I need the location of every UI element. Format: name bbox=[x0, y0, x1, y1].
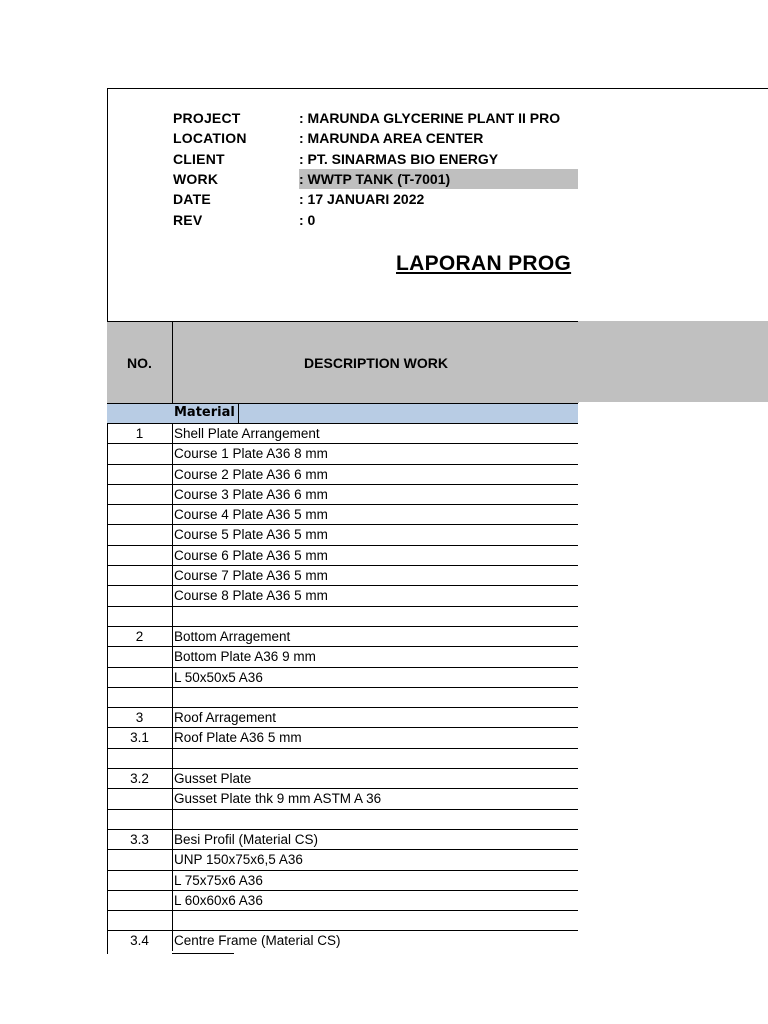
row-number-cell[interactable] bbox=[107, 607, 172, 626]
table-row[interactable] bbox=[107, 768, 578, 788]
row-number-cell[interactable] bbox=[107, 444, 172, 463]
row-number-cell[interactable]: 1 bbox=[135, 426, 144, 441]
table-row[interactable] bbox=[107, 870, 578, 890]
row-number-cell[interactable] bbox=[107, 525, 172, 544]
row-number-cell[interactable]: 2 bbox=[135, 628, 144, 644]
row-description-cell[interactable]: L 60x60x6 A36 bbox=[172, 891, 578, 910]
row-description-cell[interactable] bbox=[172, 810, 578, 829]
date-value: : 17 JANUARI 2022 bbox=[299, 191, 425, 207]
row-number-cell[interactable] bbox=[107, 850, 172, 869]
row-description-cell[interactable]: Course 2 Plate A36 6 mm bbox=[172, 465, 578, 484]
row-number-cell[interactable] bbox=[107, 891, 172, 910]
row-number-cell[interactable]: 3.2 bbox=[130, 771, 149, 787]
table-row[interactable] bbox=[107, 809, 578, 829]
row-number-cell[interactable]: 3.1 bbox=[130, 730, 149, 746]
row-number-cell[interactable] bbox=[107, 465, 172, 484]
row-number-cell[interactable] bbox=[107, 586, 172, 605]
row-number-cell[interactable] bbox=[107, 505, 172, 524]
row-description-cell[interactable]: Bottom Plate A36 9 mm bbox=[172, 647, 578, 666]
date-label: DATE bbox=[173, 191, 211, 207]
table-row[interactable] bbox=[107, 829, 578, 849]
table-row[interactable] bbox=[107, 890, 578, 910]
table-body bbox=[107, 423, 578, 951]
table-row[interactable] bbox=[107, 423, 578, 443]
row-description-cell[interactable]: L 50x50x5 A36 bbox=[172, 668, 578, 687]
table-row[interactable] bbox=[107, 504, 578, 524]
column-header-no-label: NO. bbox=[127, 354, 152, 371]
frame-top-border bbox=[107, 88, 768, 89]
work-label: WORK bbox=[173, 171, 219, 187]
row-description-cell[interactable]: Roof Arragement bbox=[172, 708, 578, 727]
row-number-cell[interactable] bbox=[107, 789, 172, 808]
table-row[interactable] bbox=[107, 748, 578, 768]
row-description-cell[interactable]: Course 5 Plate A36 5 mm bbox=[172, 525, 578, 544]
table-row[interactable] bbox=[107, 667, 578, 687]
table-row[interactable] bbox=[107, 545, 578, 565]
row-description-cell[interactable]: UNP 150x75x6,5 A36 bbox=[172, 850, 578, 869]
row-number-cell[interactable] bbox=[107, 668, 172, 687]
column-header-description bbox=[172, 321, 579, 403]
row-description-cell[interactable]: Gusset Plate thk 9 mm ASTM A 36 bbox=[172, 789, 578, 808]
row-description-cell[interactable]: L 75x75x6 A36 bbox=[172, 871, 578, 890]
row-description-cell[interactable]: Bottom Arragement bbox=[172, 627, 578, 646]
row-description-cell[interactable]: Gusset Plate bbox=[172, 769, 578, 788]
column-header-extension bbox=[578, 321, 768, 402]
table-row[interactable] bbox=[107, 788, 578, 808]
row-description-cell[interactable]: Roof Plate A36 5 mm bbox=[172, 728, 578, 747]
section-label-material: Material bbox=[172, 403, 239, 423]
row-number-cell[interactable] bbox=[107, 749, 172, 768]
row-number-cell[interactable] bbox=[107, 647, 172, 666]
column-header-description-label: DESCRIPTION WORK bbox=[304, 354, 448, 371]
row-description-cell[interactable]: Course 8 Plate A36 5 mm bbox=[172, 586, 578, 605]
row-description-cell[interactable] bbox=[172, 749, 578, 768]
work-value: : WWTP TANK (T-7001) bbox=[299, 169, 578, 189]
table-row[interactable] bbox=[107, 646, 578, 666]
table-row[interactable] bbox=[107, 464, 578, 484]
project-value: : MARUNDA GLYCERINE PLANT II PRO bbox=[299, 110, 561, 126]
row-description-cell[interactable]: Course 6 Plate A36 5 mm bbox=[172, 546, 578, 565]
column-header-no bbox=[107, 321, 172, 403]
cell-bottom-border bbox=[172, 953, 234, 954]
row-description-cell[interactable]: Shell Plate Arrangement bbox=[172, 424, 578, 443]
report-title: LAPORAN PROG bbox=[396, 252, 572, 275]
row-description-cell[interactable] bbox=[172, 607, 578, 626]
row-number-cell[interactable] bbox=[107, 871, 172, 890]
row-description-cell[interactable]: Centre Frame (Material CS) bbox=[172, 931, 578, 950]
row-description-cell[interactable]: Course 7 Plate A36 5 mm bbox=[172, 566, 578, 585]
table-row[interactable] bbox=[107, 910, 578, 930]
row-number-cell[interactable]: 3.3 bbox=[130, 831, 149, 847]
row-number-cell[interactable] bbox=[107, 810, 172, 829]
rev-value: : 0 bbox=[299, 212, 316, 228]
table-row[interactable] bbox=[107, 626, 578, 646]
row-description-cell[interactable]: Course 1 Plate A36 8 mm bbox=[172, 444, 578, 463]
table-row[interactable] bbox=[107, 443, 578, 463]
table-row[interactable] bbox=[107, 930, 578, 950]
row-number-cell[interactable] bbox=[107, 546, 172, 565]
row-number-cell[interactable] bbox=[107, 688, 172, 707]
row-number-cell[interactable] bbox=[107, 911, 172, 930]
row-description-cell[interactable]: Besi Profil (Material CS) bbox=[172, 830, 578, 849]
table-row[interactable] bbox=[107, 707, 578, 727]
rev-label: REV bbox=[173, 212, 203, 228]
row-description-cell[interactable] bbox=[172, 688, 578, 707]
row-description-cell[interactable] bbox=[172, 911, 578, 930]
table-row[interactable] bbox=[107, 585, 578, 605]
table-row[interactable] bbox=[107, 484, 578, 504]
row-number-cell[interactable] bbox=[107, 485, 172, 504]
row-number-cell[interactable] bbox=[107, 566, 172, 585]
client-value: : PT. SINARMAS BIO ENERGY bbox=[299, 151, 499, 167]
location-value: : MARUNDA AREA CENTER bbox=[299, 130, 484, 146]
table-row[interactable] bbox=[107, 727, 578, 747]
table-row[interactable] bbox=[107, 849, 578, 869]
client-label: CLIENT bbox=[173, 151, 225, 167]
table-row[interactable] bbox=[107, 565, 578, 585]
table-row[interactable] bbox=[107, 687, 578, 707]
row-description-cell[interactable]: Course 3 Plate A36 6 mm bbox=[172, 485, 578, 504]
location-label: LOCATION bbox=[173, 130, 247, 146]
row-number-cell[interactable]: 3.4 bbox=[130, 933, 149, 949]
row-description-cell[interactable]: Course 4 Plate A36 5 mm bbox=[172, 505, 578, 524]
project-label: PROJECT bbox=[173, 110, 241, 126]
row-number-cell[interactable]: 3 bbox=[135, 710, 144, 726]
table-row[interactable] bbox=[107, 524, 578, 544]
table-row[interactable] bbox=[107, 606, 578, 626]
